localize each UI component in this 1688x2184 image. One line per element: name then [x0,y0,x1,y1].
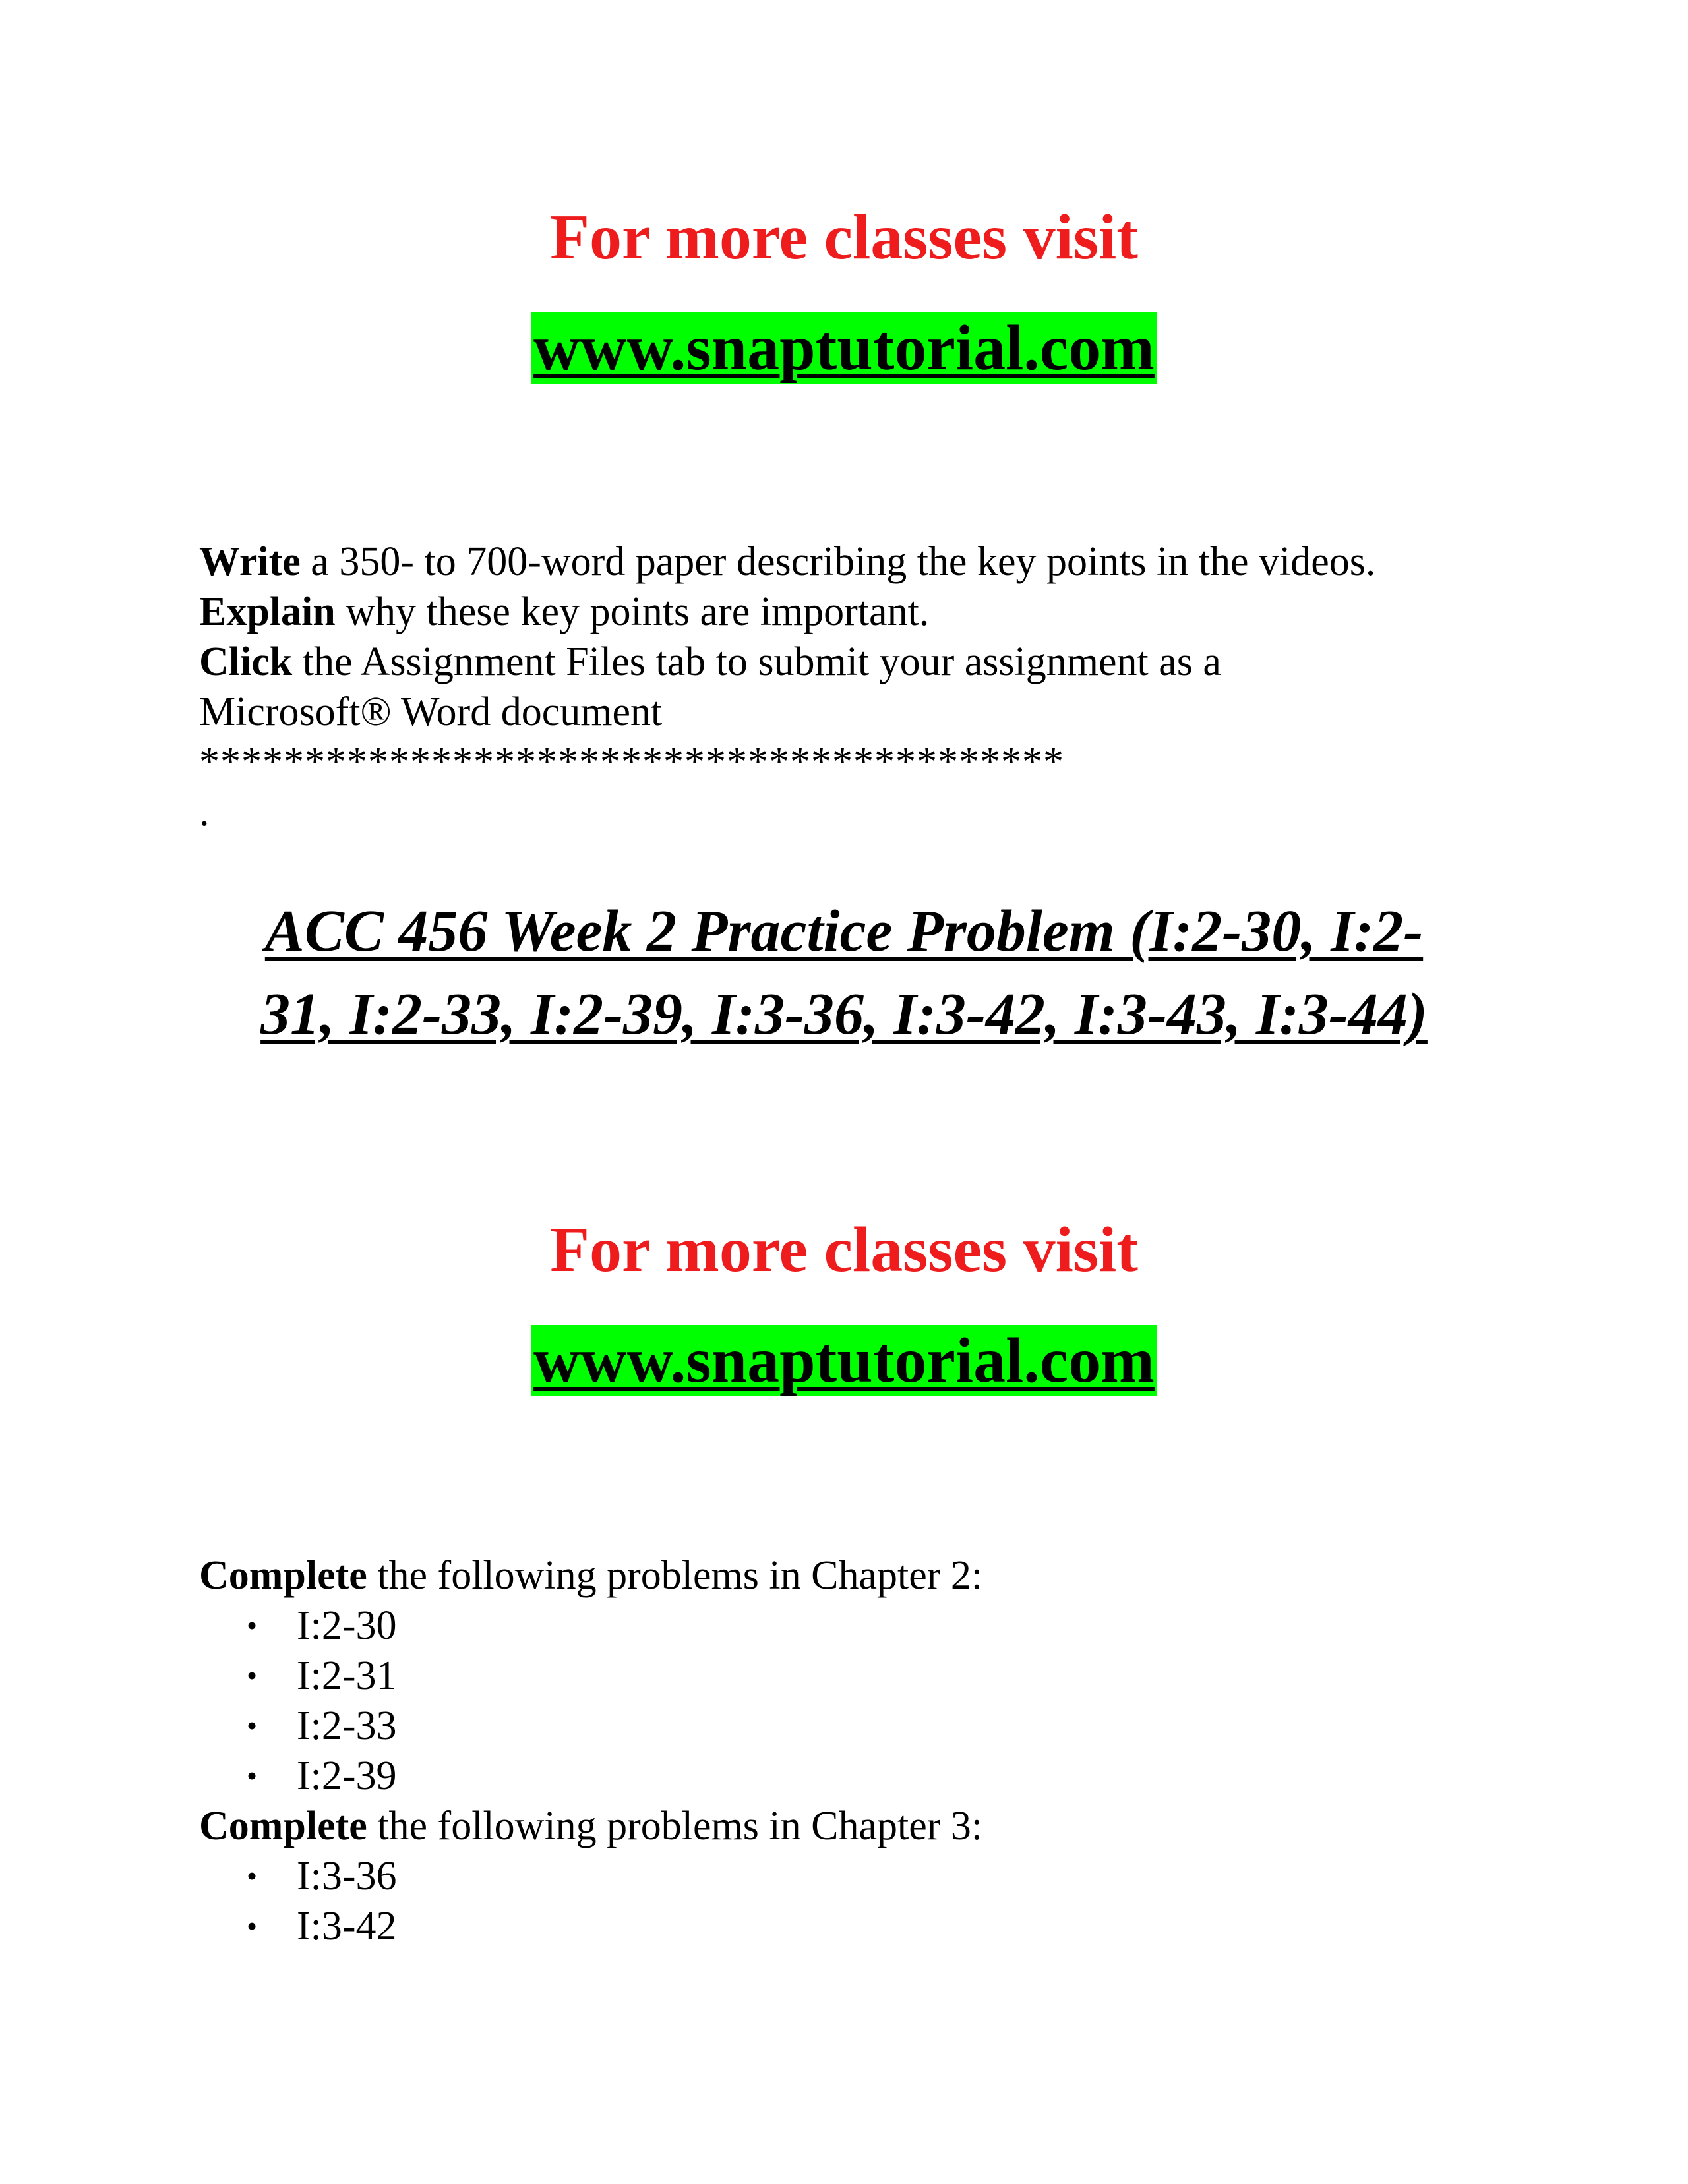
problem-label: I:2-39 [297,1754,397,1798]
intro-line-write [199,537,1518,587]
chapter3-heading-text: the following problems in Chapter 3: [367,1804,983,1848]
bullet-icon: • [247,1759,258,1792]
document-title-line-1: ACC 456 Week 2 Practice Problem (I:2-30, I:2- [264,899,1424,964]
problems-block [199,1550,1518,1951]
chapter2-heading-bold: Complete [199,1553,367,1598]
problem-label: I:2-33 [297,1703,397,1748]
intro-dot: . [199,790,210,835]
intro-line-write-text: a 350- to 700-word paper describing the key points in the videos. [300,539,1376,584]
promo-heading-bottom: For more classes visit [550,1214,1138,1285]
problem-label: I:3-36 [297,1854,397,1899]
intro-line-click-bold: Click [199,639,293,684]
list-item [199,1651,1518,1701]
list-item [199,1701,1518,1751]
intro-line-explain [199,587,1518,637]
intro-line-click-text: the Assignment Files tab to submit your assignment as a [292,639,1221,684]
chapter3-heading [199,1801,1518,1851]
problem-label: I:3-42 [297,1904,397,1949]
document-title [211,890,1477,1056]
bullet-icon: • [247,1709,258,1742]
intro-line-write-bold: Write [199,539,301,584]
promo-link-wrap-top [0,312,1688,384]
list-item [199,1851,1518,1901]
chapter2-problem-list [199,1601,1518,1801]
list-item [199,1751,1518,1801]
chapter2-heading-text: the following problems in Chapter 2: [367,1553,983,1598]
promo-link-bottom[interactable]: www.snaptutorial.com [531,1325,1157,1396]
document-title-line-2: 31, I:2-33, I:2-39, I:3-36, I:3-42, I:3-43, I:3-44) [260,982,1428,1047]
intro-block [199,537,1518,837]
intro-line-word-document: Microsoft® Word document [199,690,663,734]
intro-line-explain-bold: Explain [199,589,336,634]
list-item [199,1901,1518,1951]
intro-line-click [199,637,1518,687]
chapter3-heading-bold: Complete [199,1804,367,1848]
intro-line-explain-text: why these key points are important. [335,589,930,634]
bullet-icon: • [247,1859,258,1893]
bullet-icon: • [247,1909,258,1943]
bullet-icon: • [247,1608,258,1642]
star-divider: ***************************************** [199,740,1064,784]
problem-label: I:2-31 [297,1653,397,1698]
promo-link-top[interactable]: www.snaptutorial.com [531,312,1157,384]
chapter2-heading [199,1550,1518,1601]
promo-heading-top: For more classes visit [550,202,1138,273]
chapter3-problem-list [199,1851,1518,1951]
promo-link-wrap-bottom [0,1325,1688,1396]
bullet-icon: • [247,1659,258,1692]
problem-label: I:2-30 [297,1603,397,1648]
list-item [199,1601,1518,1651]
